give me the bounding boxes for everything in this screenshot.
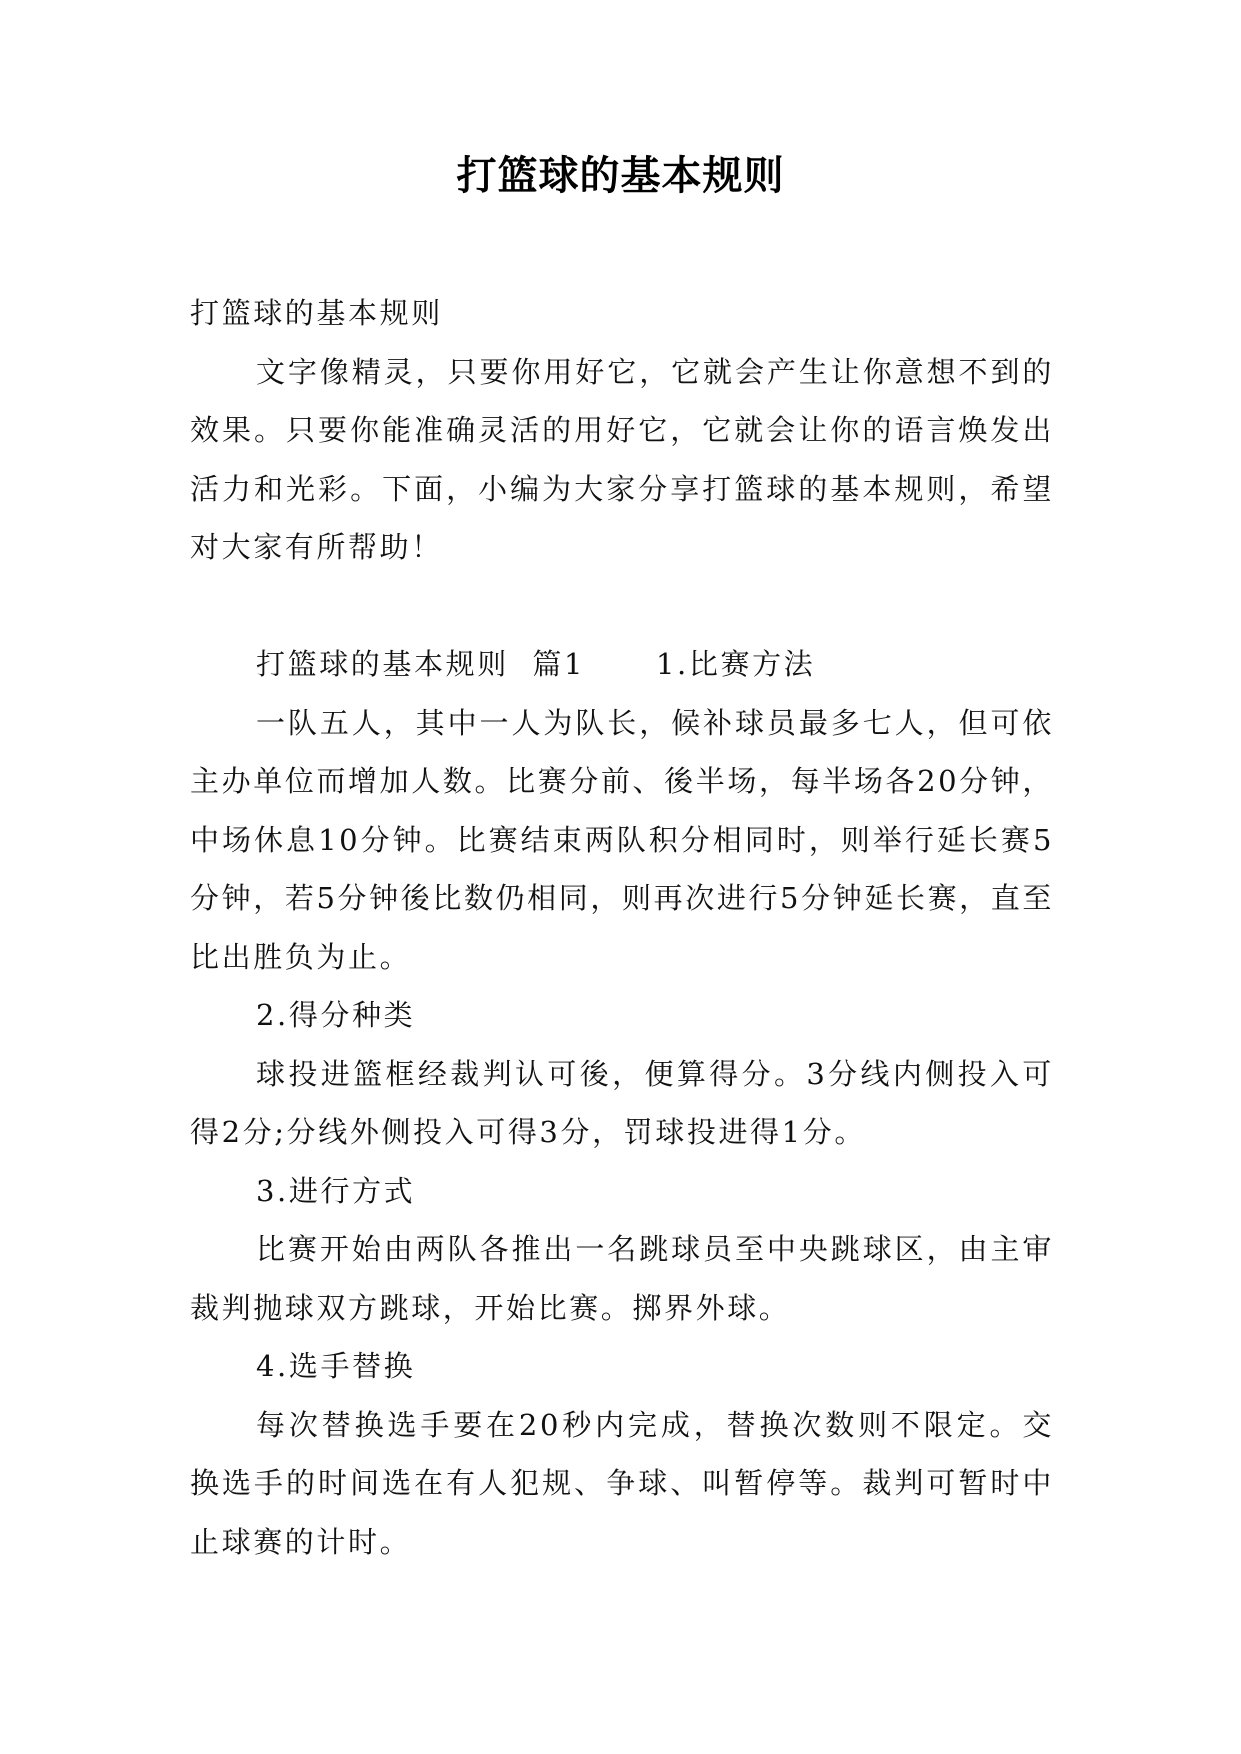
document-body [190, 284, 1054, 1571]
section-heading: 打篮球的基本规则 篇1 1.比赛方法 [256, 647, 816, 681]
substitution-paragraph: 每次替换选手要在20秒内完成，替换次数则不限定。交换选手的时间选在有人犯规、争球、叫暂停等。裁判可暂时中止球赛的计时。 [190, 1407, 1054, 1559]
match-method-paragraph: 一队五人，其中一人为队长，候补球员最多七人，但可依主办单位而增加人数。比赛分前、後半场，每半场各20分钟，中场休息10分钟。比赛结束两队积分相同时，则举行延长赛5分钟，若5分钟後比数仍相同，则再次进行5分钟延长赛，直至比出胜负为止。 [190, 705, 1054, 974]
substitution-heading: 4.选手替换 [256, 1349, 416, 1383]
intro-paragraph: 文字像精灵，只要你用好它，它就会产生让你意想不到的效果。只要你能准确灵活的用好它，它就会让你的语言焕发出活力和光彩。下面，小编为大家分享打篮球的基本规则，希望对大家有所帮助！ [190, 354, 1054, 564]
scoring-heading: 2.得分种类 [256, 998, 416, 1032]
scoring-paragraph: 球投进篮框经裁判认可後，便算得分。3分线内侧投入可得2分;分线外侧投入可得3分，罚球投进得1分。 [190, 1056, 1054, 1149]
procedure-heading: 3.进行方式 [256, 1173, 416, 1208]
procedure-paragraph: 比赛开始由两队各推出一名跳球员至中央跳球区，由主审裁判抛球双方跳球，开始比赛。掷界外球。 [190, 1232, 1054, 1325]
intro-heading: 打篮球的基本规则 [190, 296, 443, 330]
paragraph-spacer [190, 577, 1054, 636]
document-title: 打篮球的基本规则 [456, 153, 785, 199]
